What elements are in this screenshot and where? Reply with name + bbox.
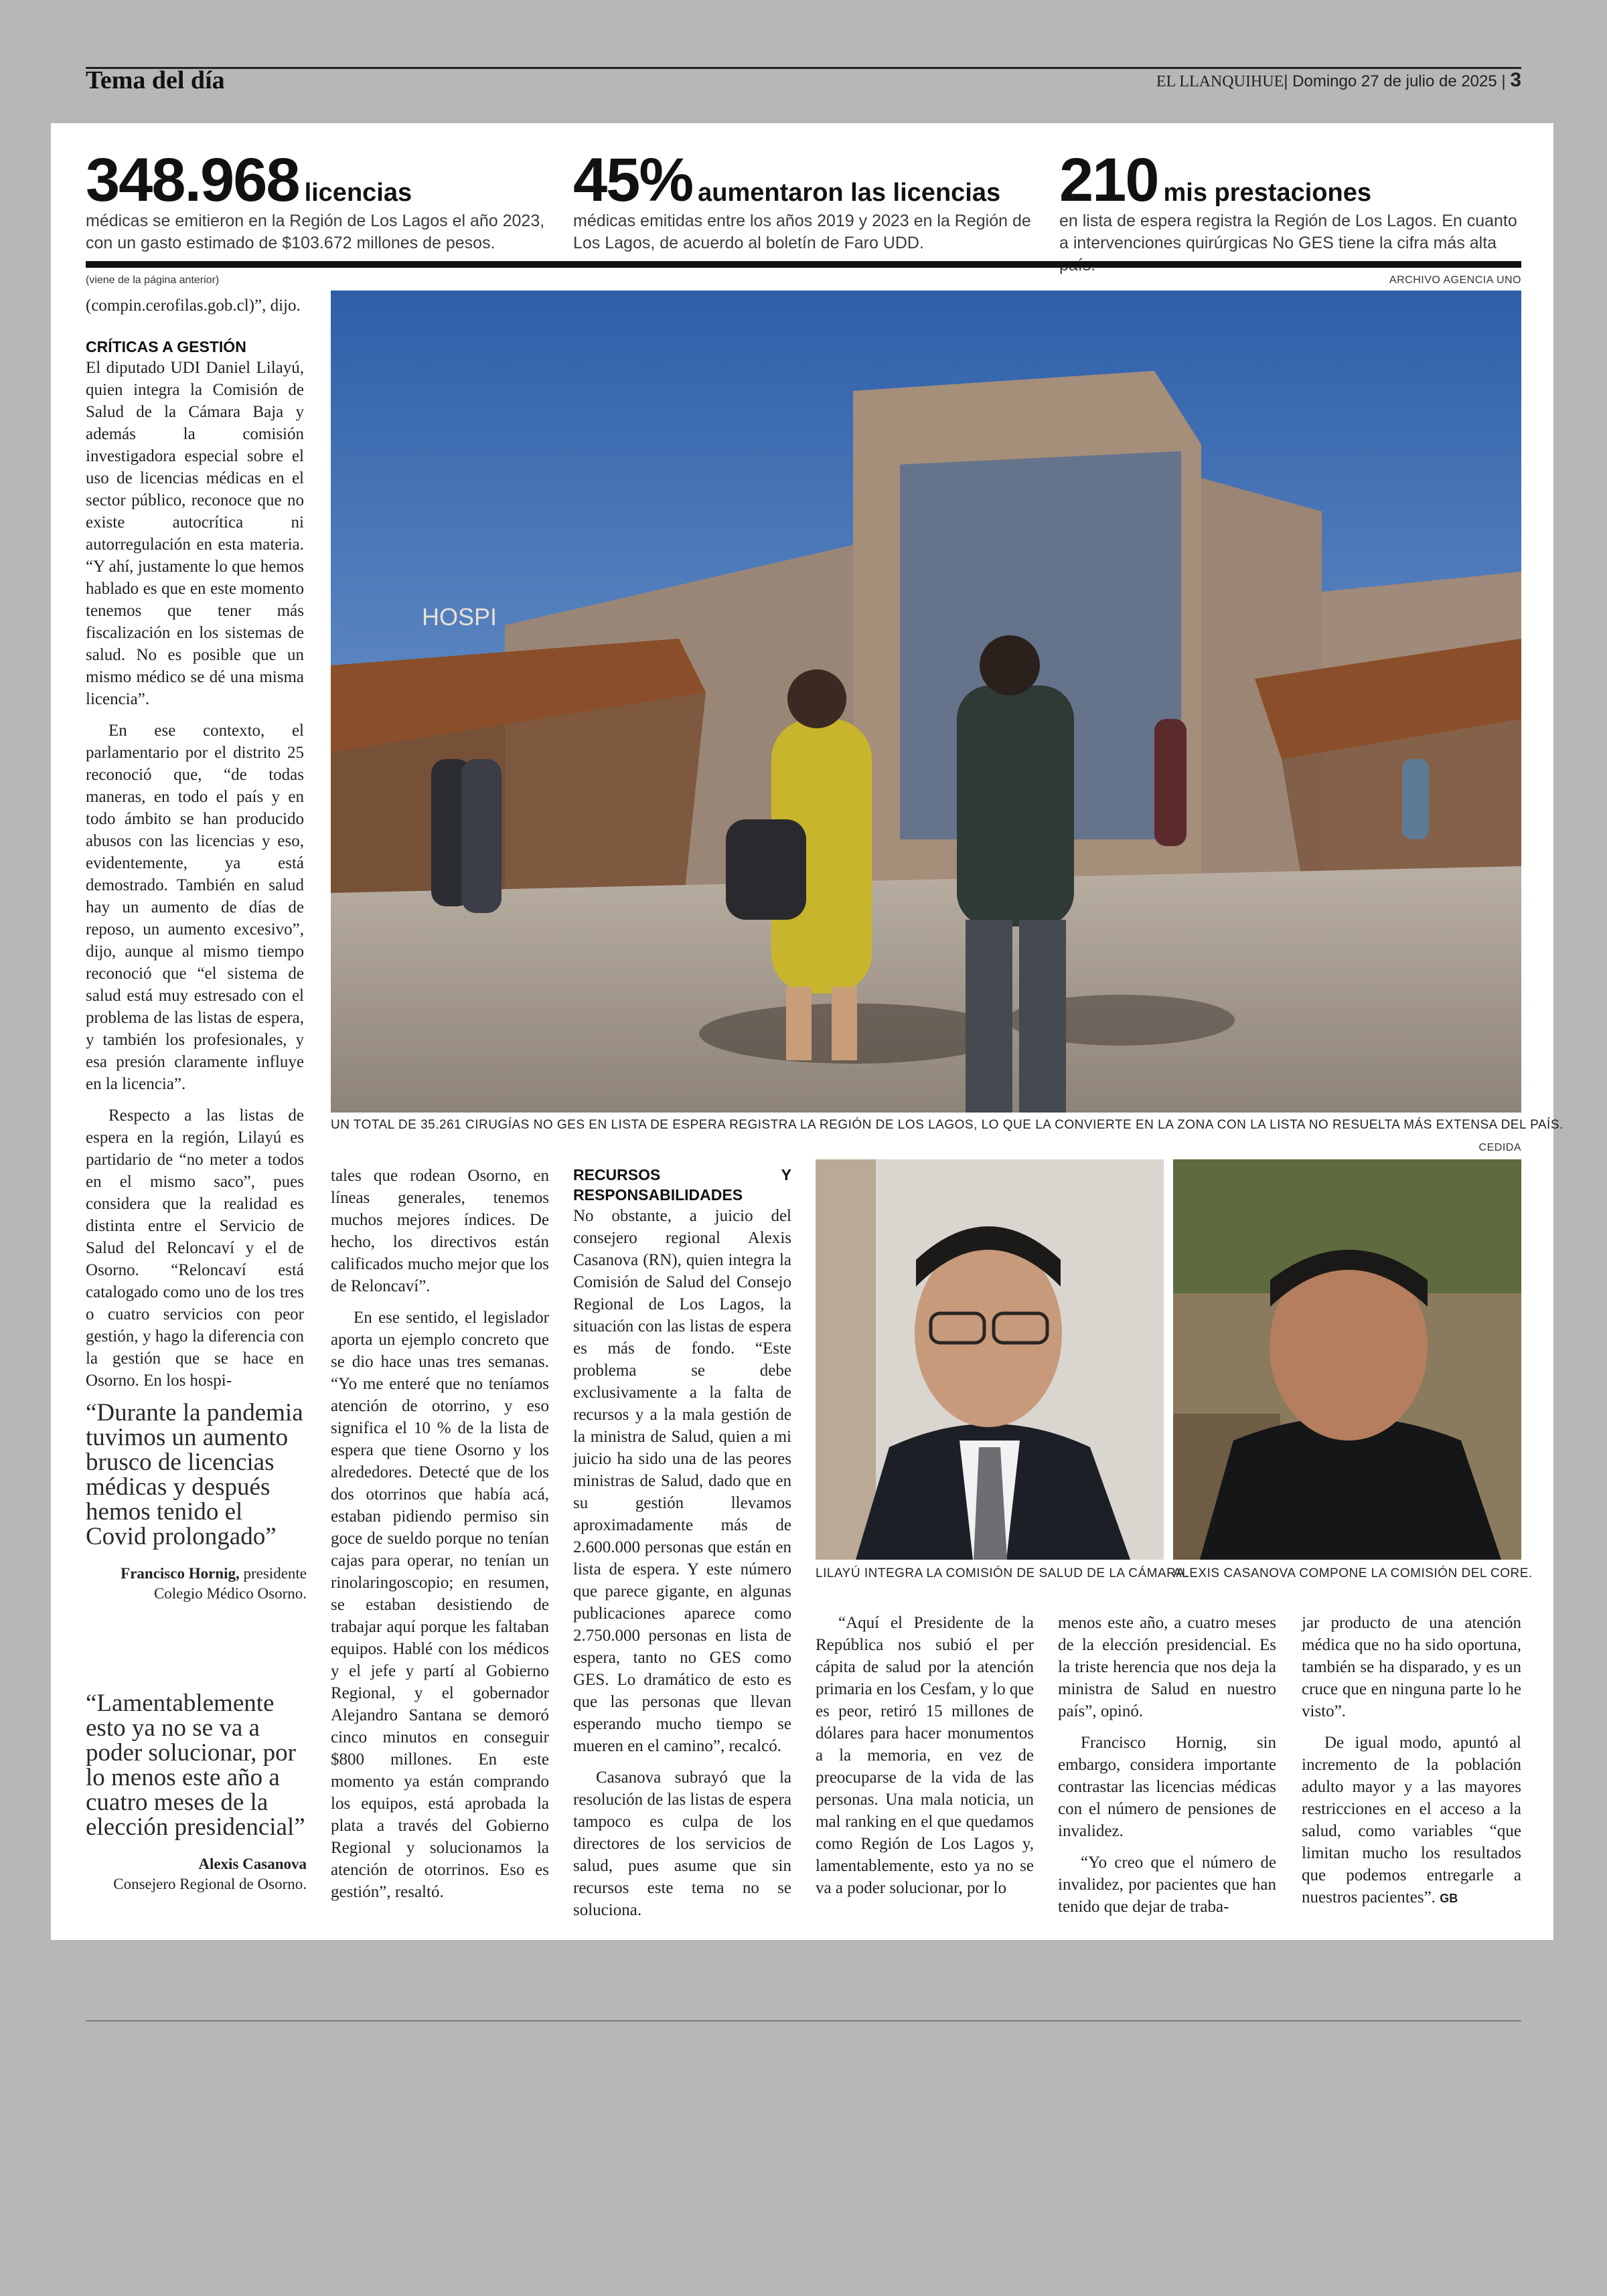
portrait-lilayu — [816, 1159, 1164, 1560]
stat-prestaciones — [1059, 146, 1521, 276]
issue-date: Domingo 27 de julio de 2025 — [1292, 72, 1497, 90]
paragraph: En ese sentido, el legislador aporta un ejemplo concreto que se dio hace unas tres semanas. “Yo me enteré que no teníamos atención de otorrino, y eso significa el 10 % de la lista de espera que tiene Osorno y los alrededores. Detecté que de los dos otorrinos que había acá, estaban pidiendo permiso sin goce de sueldo porque no tenían cajas para operar, no tenían un rinolaringoscopio; en resumen, se estaban desistiendo de trabajar aquí porque les faltaban equipos. Hablé con los médicos y el jefe y partí al Gobierno Regional, y el gobernador Alejandro Santana se demoró cinco minutos en conseguir $800 millones. En este momento ya están comprando los equipos, está aprobada la plata a través del Gobierno Regional y solucionamos la atención de otorrinos. Eso es gestión”, resaltó. — [331, 1309, 549, 1901]
portrait-casanova — [1173, 1159, 1521, 1560]
paragraph: Francisco Hornig, sin embargo, considera importante contrastar las licencias médicas con el número de pensiones de invalidez. — [1058, 1734, 1276, 1840]
footer-rule — [86, 2020, 1521, 2022]
quote-text: “Lamentablemente esto ya no se va a poder solucionar, por lo menos este año a cuatro meses de la elección presidencial” — [86, 1690, 305, 1841]
end-mark-icon: GB — [1440, 1892, 1458, 1905]
stat-number: 45% — [573, 146, 693, 214]
publication-name: EL LLANQUIHUE — [1156, 73, 1284, 90]
hospital-sign: HOSPI — [422, 603, 498, 631]
main-photo-caption: UN TOTAL DE 35.261 CIRUGÍAS NO GES EN LISTA DE ESPERA REGISTRA LA REGIÓN DE LOS LAGOS, LO QUE LA CONVIERTE EN LA ZONA CON LA LISTA NO RESUELTA MÁS EXTENSA DEL PAÍS. — [331, 1118, 1563, 1132]
subhead-recursos: RECURSOS Y RESPONSABILIDADES — [573, 1166, 791, 1204]
paragraph-text: De igual modo, apuntó al incremento de la población adulto mayor y a las mayores restricciones en el acceso a la salud, como variables “que limitan mucho los resultados que podemos entregarle a nuestros pacientes”. — [1302, 1734, 1521, 1906]
portraits-credit: CEDIDA — [1478, 1142, 1521, 1153]
paragraph: Respecto a las listas de espera en la región, Lilayú es partidario de “no meter a todos en el mismo saco”, pues considera que la realidad es distinta entre el Servicio de Salud del Reloncaví y el de Osorno. “Reloncaví está catalogado como uno de los tres o cuatro servicios con peor gestión, y hago la diferencia con la gestión que se hace en Osorno. En los hospi- — [86, 1106, 304, 1390]
quote-org: Consejero Regional de Osorno. — [113, 1876, 307, 1892]
column-1 — [86, 295, 304, 1392]
column-2 — [331, 1165, 549, 1903]
main-photo — [331, 291, 1521, 1113]
folio: EL LLANQUIHUE| Domingo 27 de julio de 2025 | 3 — [1156, 69, 1521, 91]
paragraph: jar producto de una atención médica que no ha sido oportuna, también se ha disparado, y es un cruce que en ninguna parte lo he visto”. — [1302, 1614, 1521, 1720]
stat-unit: licencias — [304, 179, 412, 207]
stat-number: 348.968 — [86, 146, 299, 214]
portrait-right-caption: ALEXIS CASANOVA COMPONE LA COMISIÓN DEL CORE. — [1173, 1566, 1533, 1580]
stats-divider — [86, 261, 1521, 268]
portrait-left-caption: LILAYÚ INTEGRA LA COMISIÓN DE SALUD DE LA CÁMARA. — [816, 1566, 1189, 1580]
column-6 — [1302, 1612, 1521, 1910]
quote-org: Colegio Médico Osorno. — [153, 1585, 307, 1602]
paragraph: menos este año, a cuatro meses de la elección presidencial. Es la triste herencia que nos deja la ministra de Salud en nuestro país”, opinó. — [1058, 1614, 1276, 1720]
paragraph: Casanova subrayó que la resolución de las listas de espera tampoco es culpa de los directores de los servicios de salud, pues asume que sin recursos este tema no se soluciona. — [573, 1769, 791, 1919]
paragraph: En ese contexto, el parlamentario por el distrito 25 reconoció que, “de todas maneras, en todo el país y en todo ámbito se han producido abusos con las licencias y eso, evidentemente, ya está demostrado. También en salud hay un aumento de días de reposo, un aumento excesivo”, dijo, aunque al mismo tiempo reconoció que “el sistema de salud está muy estresado con el problema de las listas de espera, y también los profesionales, y esa presión claramente influye en la licencia”. — [86, 722, 304, 1093]
stat-aumento — [573, 146, 1035, 254]
stat-text: médicas emitidas entre los años 2019 y 2023 en la Región de Los Lagos, de acuerdo al boletín de Faro UDD. — [573, 212, 1031, 252]
paragraph — [1302, 1732, 1521, 1910]
quote-attribution — [86, 1564, 307, 1584]
page-number: 3 — [1510, 69, 1521, 91]
paragraph: tales que rodean Osorno, en líneas generales, tenemos muchos mejores índices. De hecho, los directivos están calificados mucho mejor que los de Reloncaví”. — [331, 1167, 549, 1295]
column-5 — [1058, 1612, 1276, 1918]
section-title: Tema del día — [86, 66, 225, 94]
quote-name: Francisco Hornig, — [121, 1565, 240, 1582]
quote-name: Alexis Casanova — [198, 1856, 307, 1872]
lead-text: (compin.cerofilas.gob.cl)”, dijo. — [86, 297, 301, 315]
quote-role: presidente — [243, 1565, 307, 1582]
pull-quote-casanova — [86, 1691, 307, 1894]
paragraph: “Yo creo que el número de invalidez, por pacientes que han tenido que dejar de traba- — [1058, 1854, 1276, 1916]
column-3 — [573, 1165, 791, 1921]
paragraph: No obstante, a juicio del consejero regional Alexis Casanova (RN), quien integra la Comisión de Salud del Consejo Regional de Los Lagos, la situación con las listas de espera es más de fondo. “Este problema se debe exclusivamente a la falta de recursos y a la mala gestión de la ministra de Salud, quien a mi juicio ha sido una de las peores ministras de Salud, dado que en su gestión llevamos aproximadamente más de 2.600.000 personas que están en lista de espera. Y este número que parece gigante, en algunas publicaciones aparece como 2.750.000 personas en lista de espera, tanto no GES como GES. Lo dramático de esto es que las personas que llevan esperando mucho tiempo se mueren en el camino”, recalcó. — [573, 1207, 791, 1755]
quote-attribution — [86, 1854, 307, 1874]
paragraph: El diputado UDI Daniel Lilayú, quien integra la Comisión de Salud de la Cámara Baja y además la comisión investigadora especial sobre el uso de licencias médicas en el sector público, reconoce que no existe autocrítica ni autorregulación en esta materia. “Y ahí, justamente lo que hemos hablado es que en este momento tenemos que tener más fiscalización en los sistemas de salud. No es posible que un mismo médico se dé una misma licencia”. — [86, 359, 304, 708]
stat-number: 210 — [1059, 146, 1158, 214]
column-4 — [816, 1612, 1034, 1899]
stat-unit: mis prestaciones — [1163, 179, 1371, 207]
stat-text: médicas se emitieron en la Región de Los Lagos el año 2023, con un gasto estimado de $103.672 millones de pesos. — [86, 212, 545, 252]
quote-text: “Durante la pandemia tuvimos un aumento brusco de licencias médicas y después hemos tenido el Covid prolongado” — [86, 1399, 303, 1550]
subhead-criticas: CRÍTICAS A GESTIÓN — [86, 338, 246, 355]
stat-text: en lista de espera registra la Región de Los Lagos. En cuanto a intervenciones quirúrgicas No GES tiene la cifra más alta — [1059, 212, 1517, 252]
paragraph: “Aquí el Presidente de la República nos subió el per cápita de salud por la atención primaria en los Cesfam, y lo que es peor, retiró 15 millones de dólares para hacer monumentos a la memoria, en vez de preocuparse de la vida de las personas. Una mala noticia, un mal ranking en el que quedamos como Región de Los Lagos y, lamentablemente, esto ya no se va a poder solucionar, por lo — [816, 1614, 1034, 1897]
main-photo-credit: ARCHIVO AGENCIA UNO — [1389, 274, 1521, 286]
stat-licencias — [86, 146, 548, 254]
stat-unit: aumentaron las licencias — [698, 179, 1001, 207]
continued-note: (viene de la página anterior) — [86, 274, 220, 286]
pull-quote-hornig — [86, 1400, 307, 1604]
